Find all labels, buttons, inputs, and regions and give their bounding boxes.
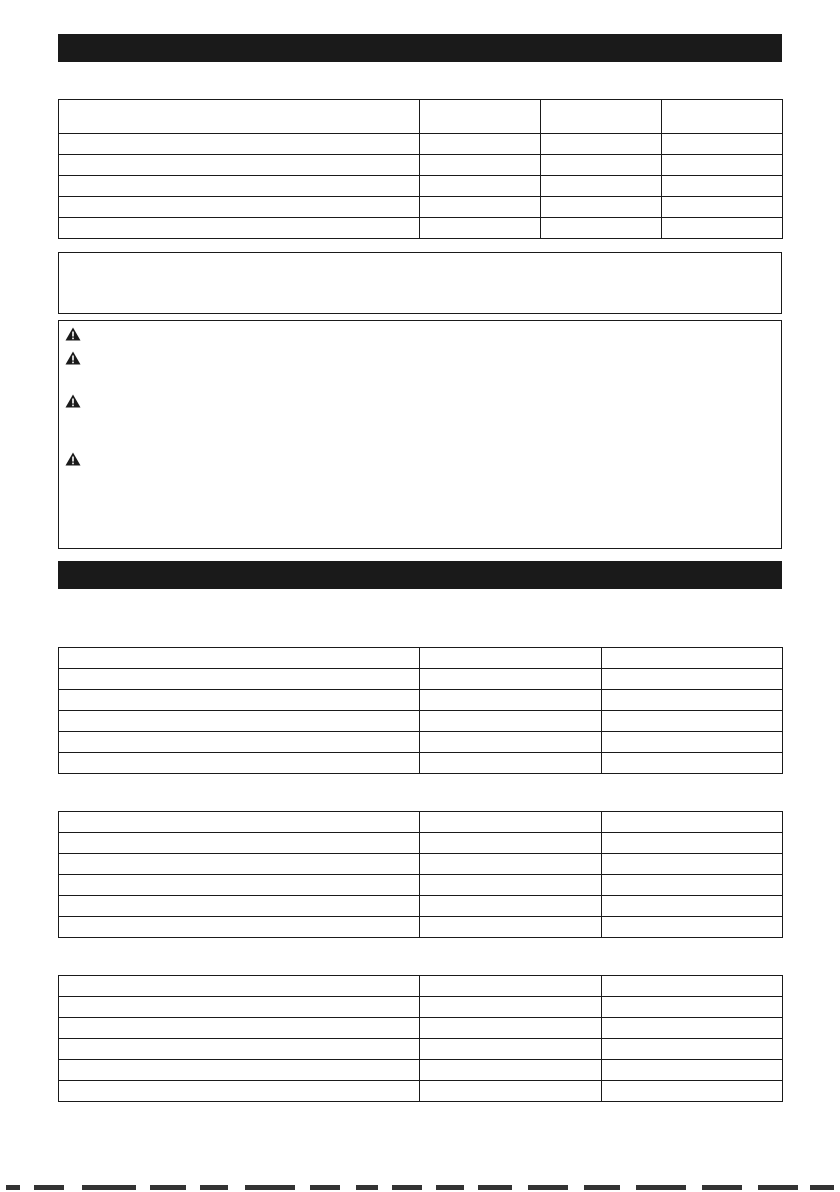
footer-glyph bbox=[702, 1185, 742, 1190]
section-header-bar-1 bbox=[58, 34, 782, 62]
footer-glyph bbox=[436, 1185, 464, 1190]
table-cell bbox=[59, 155, 420, 176]
table-cell bbox=[541, 197, 662, 218]
table-cell bbox=[59, 997, 420, 1018]
warning-triangle-icon bbox=[65, 394, 81, 408]
table-cell bbox=[541, 218, 662, 239]
table-cell bbox=[420, 155, 541, 176]
table-cell bbox=[420, 690, 602, 711]
table-row bbox=[59, 812, 783, 833]
data-table-1 bbox=[58, 647, 783, 774]
table-cell bbox=[602, 976, 783, 997]
table-cell bbox=[602, 833, 783, 854]
table-cell bbox=[420, 833, 602, 854]
table-cell bbox=[420, 1081, 602, 1102]
warning-triangle-icon bbox=[65, 452, 81, 466]
footer-glyph bbox=[636, 1185, 686, 1190]
table-cell bbox=[59, 875, 420, 896]
table-cell bbox=[420, 976, 602, 997]
table-row bbox=[59, 100, 783, 134]
footer-glyph bbox=[6, 1185, 20, 1190]
table-cell bbox=[59, 1018, 420, 1039]
table-row bbox=[59, 875, 783, 896]
table-row bbox=[59, 896, 783, 917]
table-cell bbox=[59, 854, 420, 875]
warning-triangle-icon bbox=[65, 351, 81, 365]
table-cell bbox=[541, 134, 662, 155]
footer-glyph bbox=[478, 1185, 512, 1190]
table-cell bbox=[420, 753, 602, 774]
warning-box bbox=[58, 320, 782, 549]
table-cell bbox=[59, 1060, 420, 1081]
table-cell bbox=[602, 753, 783, 774]
table-cell bbox=[420, 875, 602, 896]
table-cell bbox=[662, 134, 783, 155]
warning-triangle-icon bbox=[65, 327, 81, 341]
section-header-bar-2 bbox=[58, 561, 782, 589]
footer-glyph bbox=[758, 1185, 798, 1190]
table-row bbox=[59, 854, 783, 875]
table-cell bbox=[662, 197, 783, 218]
table-cell bbox=[602, 732, 783, 753]
table-cell bbox=[59, 1081, 420, 1102]
footer-glyph bbox=[528, 1185, 568, 1190]
footer-glyph bbox=[356, 1185, 378, 1190]
footer-glyph bbox=[34, 1185, 64, 1190]
table-cell bbox=[602, 711, 783, 732]
data-table-2 bbox=[58, 811, 783, 938]
table-cell bbox=[420, 854, 602, 875]
table-cell bbox=[59, 218, 420, 239]
table-cell bbox=[59, 648, 420, 669]
footer-glyph bbox=[310, 1185, 340, 1190]
table-row bbox=[59, 134, 783, 155]
table-cell bbox=[662, 155, 783, 176]
spec-table bbox=[58, 99, 783, 239]
table-cell bbox=[420, 997, 602, 1018]
table-cell bbox=[59, 711, 420, 732]
footer-glyph bbox=[584, 1185, 620, 1190]
table-cell bbox=[420, 896, 602, 917]
table-cell bbox=[662, 176, 783, 197]
table-row bbox=[59, 155, 783, 176]
table-cell bbox=[420, 1060, 602, 1081]
footer-glyph bbox=[810, 1185, 834, 1190]
table-cell bbox=[59, 690, 420, 711]
table-row bbox=[59, 1018, 783, 1039]
table-cell bbox=[420, 134, 541, 155]
table-row bbox=[59, 1060, 783, 1081]
table-cell bbox=[59, 100, 420, 134]
table-cell bbox=[420, 917, 602, 938]
table-row bbox=[59, 732, 783, 753]
table-cell bbox=[602, 690, 783, 711]
table-row bbox=[59, 917, 783, 938]
table-cell bbox=[59, 134, 420, 155]
footer-decoration-strip bbox=[0, 1182, 840, 1192]
table-row bbox=[59, 690, 783, 711]
table-cell bbox=[59, 669, 420, 690]
table-row bbox=[59, 997, 783, 1018]
table-cell bbox=[541, 176, 662, 197]
table-cell bbox=[59, 812, 420, 833]
table-cell bbox=[541, 155, 662, 176]
table-row bbox=[59, 197, 783, 218]
table-cell bbox=[59, 197, 420, 218]
footer-glyph bbox=[82, 1185, 136, 1190]
table-cell bbox=[602, 896, 783, 917]
table-cell bbox=[602, 917, 783, 938]
table-cell bbox=[420, 197, 541, 218]
footer-glyph bbox=[392, 1185, 422, 1190]
table-cell bbox=[59, 176, 420, 197]
table-cell bbox=[602, 812, 783, 833]
table-row bbox=[59, 1081, 783, 1102]
table-row bbox=[59, 176, 783, 197]
table-row bbox=[59, 833, 783, 854]
table-cell bbox=[59, 833, 420, 854]
table-cell bbox=[420, 732, 602, 753]
table-cell bbox=[602, 854, 783, 875]
table-cell bbox=[602, 1060, 783, 1081]
table-cell bbox=[420, 176, 541, 197]
table-row bbox=[59, 753, 783, 774]
table-cell bbox=[602, 669, 783, 690]
table-cell bbox=[420, 218, 541, 239]
table-cell bbox=[59, 896, 420, 917]
footer-glyph bbox=[150, 1185, 186, 1190]
table-cell bbox=[420, 1039, 602, 1060]
table-cell bbox=[602, 1039, 783, 1060]
table-cell bbox=[59, 976, 420, 997]
table-cell bbox=[662, 218, 783, 239]
table-row bbox=[59, 976, 783, 997]
table-cell bbox=[602, 1018, 783, 1039]
table-cell bbox=[541, 100, 662, 134]
table-cell bbox=[420, 669, 602, 690]
footer-glyph bbox=[245, 1185, 295, 1190]
table-row bbox=[59, 648, 783, 669]
table-cell bbox=[420, 648, 602, 669]
note-box bbox=[58, 252, 782, 314]
table-cell bbox=[59, 732, 420, 753]
table-cell bbox=[602, 1081, 783, 1102]
footer-glyph bbox=[200, 1185, 228, 1190]
table-row bbox=[59, 669, 783, 690]
data-table-3 bbox=[58, 975, 783, 1102]
table-cell bbox=[420, 812, 602, 833]
table-cell bbox=[662, 100, 783, 134]
table-row bbox=[59, 711, 783, 732]
table-cell bbox=[59, 917, 420, 938]
table-cell bbox=[420, 1018, 602, 1039]
table-cell bbox=[420, 711, 602, 732]
table-cell bbox=[59, 753, 420, 774]
table-row bbox=[59, 1039, 783, 1060]
table-cell bbox=[59, 1039, 420, 1060]
table-cell bbox=[602, 997, 783, 1018]
table-cell bbox=[420, 100, 541, 134]
table-row bbox=[59, 218, 783, 239]
table-cell bbox=[602, 648, 783, 669]
table-cell bbox=[602, 875, 783, 896]
